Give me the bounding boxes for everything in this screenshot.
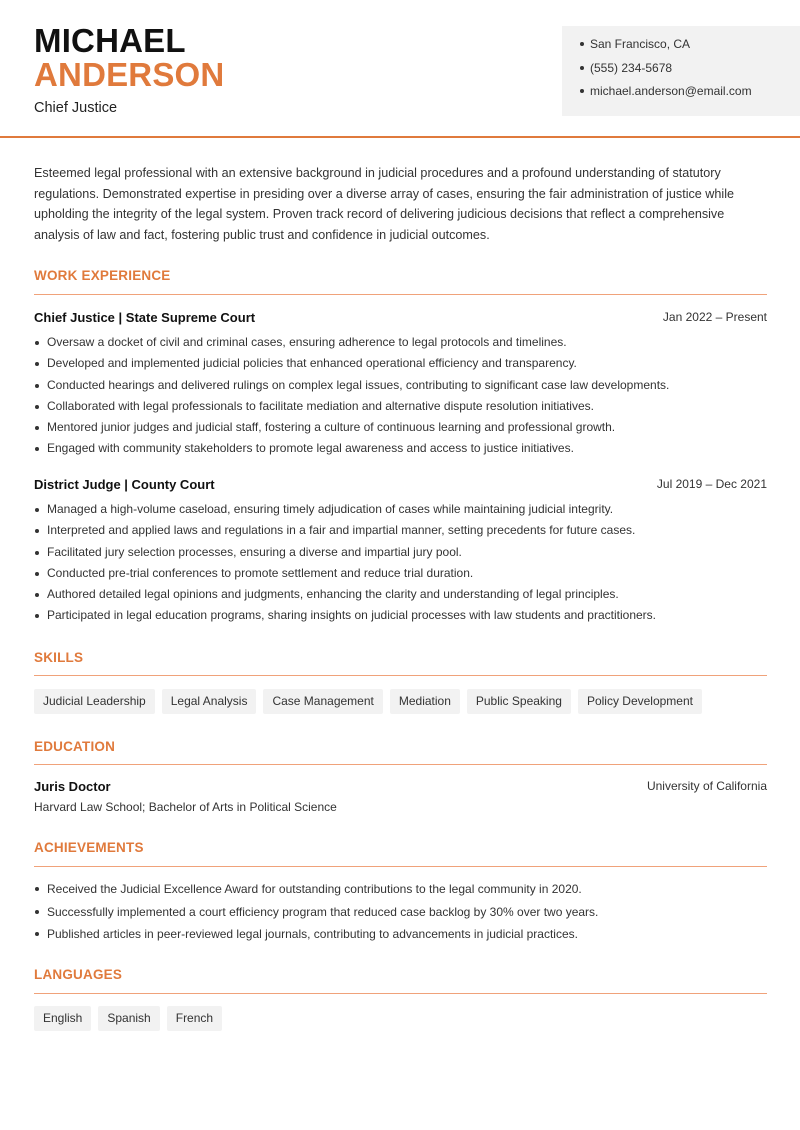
list-item: Interpreted and applied laws and regulations in a fair and impartial manner, setting precedents for future cases.	[34, 520, 767, 541]
list-item: Received the Judicial Excellence Award for outstanding contributions to the legal community in 2020.	[34, 878, 767, 901]
last-name: ANDERSON	[34, 56, 225, 93]
education-school: University of California	[646, 779, 767, 793]
language-tag: English	[34, 1006, 91, 1031]
section-divider	[34, 764, 767, 765]
contact-email[interactable]: michael.anderson@email.com	[580, 83, 800, 107]
skill-tag: Legal Analysis	[162, 689, 257, 714]
section-divider	[34, 294, 767, 295]
list-item: Participated in legal education programs, sharing insights on judicial processes with law students and practitioners.	[34, 605, 767, 626]
job-role: Chief Justice | State Supreme Court	[34, 310, 256, 325]
list-item: Published articles in peer-reviewed legal journals, contributing to advancements in judicial practices.	[34, 923, 767, 946]
contact-box	[562, 26, 800, 116]
section-divider	[34, 675, 767, 676]
job-role: District Judge | County Court	[34, 477, 215, 492]
skill-tag: Case Management	[263, 689, 382, 714]
job-dates: Jan 2022 – Present	[662, 310, 767, 324]
language-tag: Spanish	[98, 1006, 159, 1031]
list-item: Authored detailed legal opinions and judgments, enhancing the clarity and understanding of legal principles.	[34, 584, 767, 605]
job-bullets	[34, 332, 767, 460]
summary: Esteemed legal professional with an extensive background in judicial procedures and a profound understanding of statutory regulations. Demonstrated expertise in presiding over a diverse array of cases, ensuring the fair administration of justice while upholding the integrity of the legal system. Proven track record of delivering judicious decisions that reflect a comprehensive analysis of law and fact, fostering public trust and confidence in judicial outcomes.	[34, 166, 734, 243]
section-divider	[34, 993, 767, 994]
skills-heading: SKILLS	[34, 650, 84, 665]
list-item: Managed a high-volume caseload, ensuring timely adjudication of cases while maintaining judicial integrity.	[34, 499, 767, 520]
skill-tag: Mediation	[390, 689, 460, 714]
list-item: Facilitated jury selection processes, ensuring a diverse and impartial jury pool.	[34, 542, 767, 563]
contact-phone: (555) 234-5678	[580, 60, 800, 84]
languages-tags	[34, 1006, 222, 1031]
education-heading: EDUCATION	[34, 739, 116, 754]
languages-heading: LANGUAGES	[34, 967, 123, 982]
list-item: Collaborated with legal professionals to facilitate mediation and alternative dispute resolution initiatives.	[34, 396, 767, 417]
achievements-list	[34, 878, 767, 946]
contact-location: San Francisco, CA	[580, 36, 800, 60]
list-item: Developed and implemented judicial policies that enhanced operational efficiency and transparency.	[34, 353, 767, 374]
education-detail: Harvard Law School; Bachelor of Arts in Political Science	[34, 800, 337, 814]
job-title: Chief Justice	[34, 100, 118, 116]
skill-tag: Policy Development	[578, 689, 702, 714]
section-divider	[34, 866, 767, 867]
list-item: Conducted pre-trial conferences to promote settlement and reduce trial duration.	[34, 563, 767, 584]
list-item: Conducted hearings and delivered rulings on complex legal issues, contributing to significant case law developments.	[34, 375, 767, 396]
skills-tags	[34, 689, 702, 714]
language-tag: French	[167, 1006, 222, 1031]
list-item: Successfully implemented a court efficiency program that reduced case backlog by 30% over two years.	[34, 901, 767, 924]
list-item: Mentored junior judges and judicial staff, fostering a culture of continuous learning and professional growth.	[34, 417, 767, 438]
resume-header	[0, 0, 800, 138]
list-item: Engaged with community stakeholders to promote legal awareness and access to justice initiatives.	[34, 438, 767, 459]
job-header	[34, 477, 767, 495]
skill-tag: Public Speaking	[467, 689, 571, 714]
list-item: Oversaw a docket of civil and criminal cases, ensuring adherence to legal protocols and timelines.	[34, 332, 767, 353]
job-dates: Jul 2019 – Dec 2021	[656, 477, 767, 491]
first-name: MICHAEL	[34, 22, 186, 59]
education-degree: Juris Doctor	[34, 779, 111, 794]
achievements-heading: ACHIEVEMENTS	[34, 840, 144, 855]
work-experience-heading: WORK EXPERIENCE	[34, 268, 171, 283]
job-header	[34, 310, 767, 328]
job-bullets	[34, 499, 767, 627]
skill-tag: Judicial Leadership	[34, 689, 155, 714]
